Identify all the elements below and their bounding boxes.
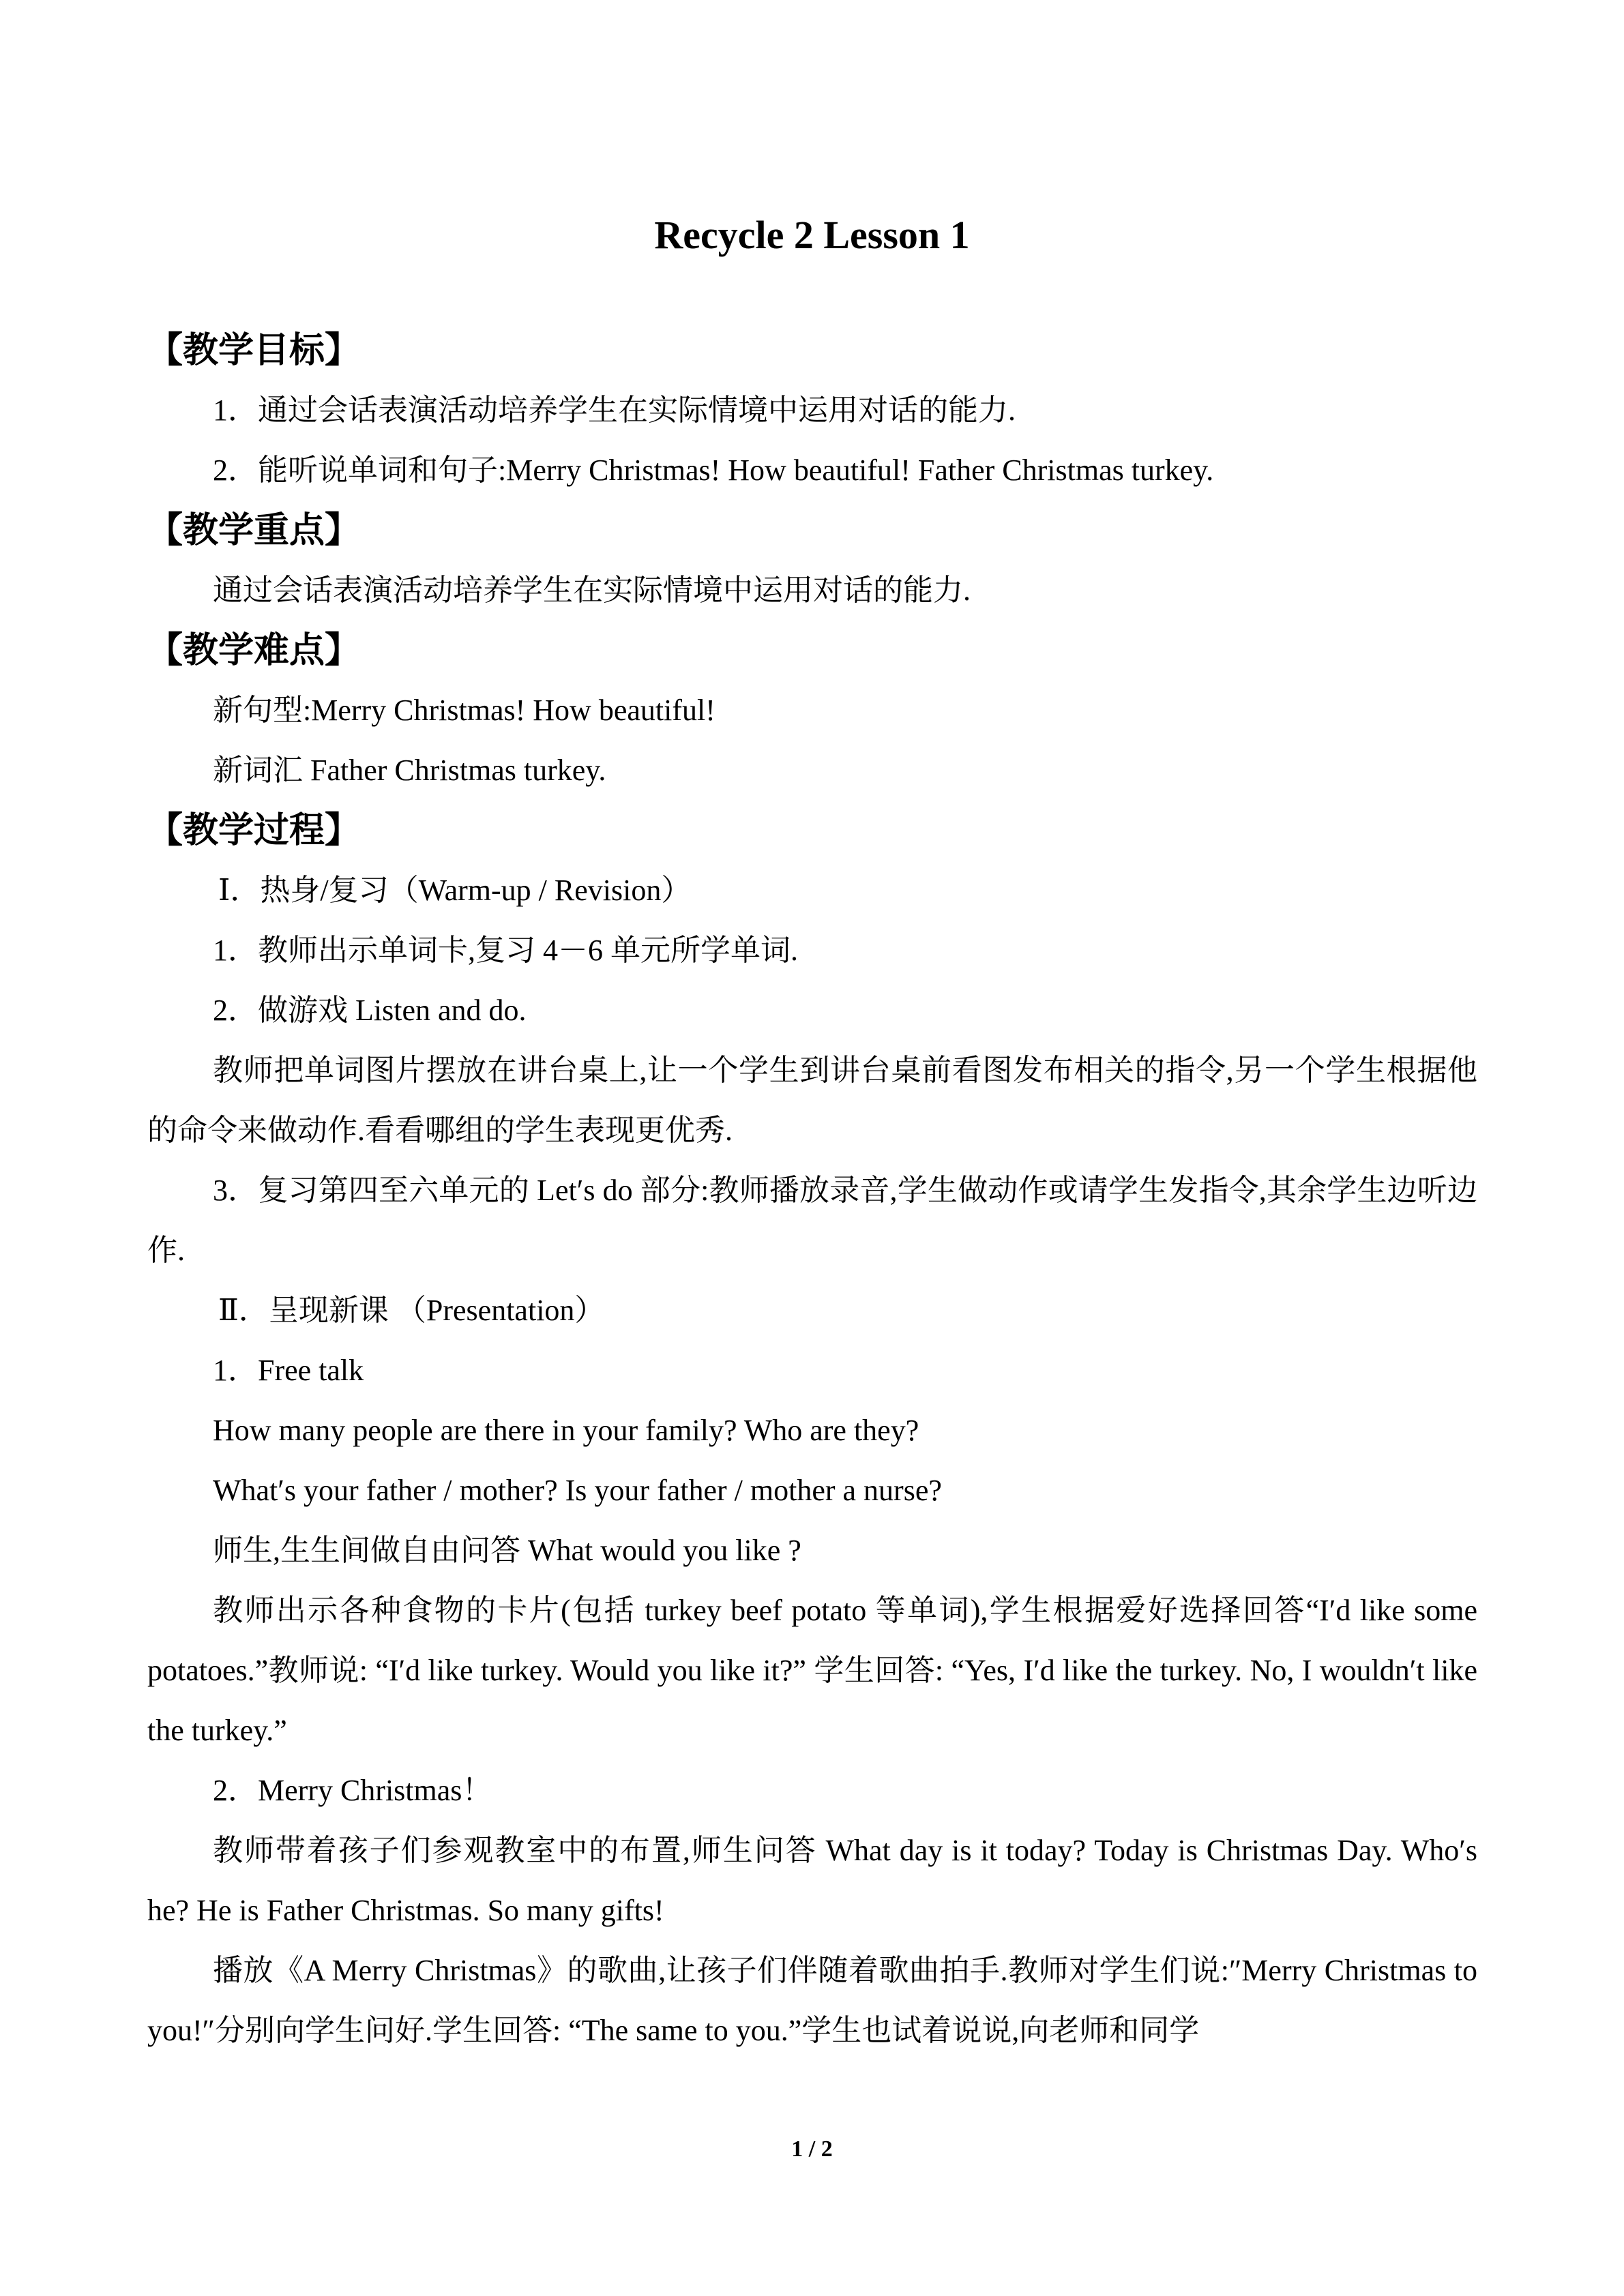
document-body: [147, 320, 1477, 2061]
process-paragraph: 2．Merry Christmas！: [213, 1774, 492, 1807]
section-heading-difficulties: 【教学难点】: [147, 630, 361, 671]
document-title: Recycle 2 Lesson 1: [654, 213, 970, 257]
process-paragraph: 2．做游戏 Listen and do.: [213, 994, 527, 1027]
process-paragraph: 师生,生生间做自由问答 What would you like ?: [213, 1534, 801, 1567]
process-paragraph: 教师把单词图片摆放在讲台桌上,让一个学生到讲台桌前看图发布相关的指令,另一个学生根据他的命令来做动作.看看哪组的学生表现更优秀.: [147, 1054, 1477, 1147]
goal-item: 1．通过会话表演活动培养学生在实际情境中运用对话的能力.: [213, 393, 1016, 427]
section-heading-goals: 【教学目标】: [147, 330, 361, 371]
section-heading-key-points: 【教学重点】: [147, 510, 361, 551]
process-paragraph: 播放《A Merry Christmas》的歌曲,让孩子们伴随着歌曲拍手.教师对学生们说:″Merry Christmas to you!″分别向学生问好.学生回答: “The same to you.”学生也试着说说,向老师和同学: [147, 1954, 1477, 2047]
process-paragraph: How many people are there in your family? Who are they?: [213, 1414, 919, 1447]
process-paragraph: What′s your father / mother? Is your father / mother a nurse?: [213, 1474, 942, 1507]
goal-item: 2．能听说单词和句子:Merry Christmas! How beautiful! Father Christmas turkey.: [213, 453, 1214, 487]
process-paragraph: 教师带着孩子们参观教室中的布置,师生问答 What day is it today? Today is Christmas Day. Who′s he? He is Father Christmas. So many gifts!: [147, 1834, 1477, 1927]
key-point-item: 通过会话表演活动培养学生在实际情境中运用对话的能力.: [213, 573, 971, 607]
process-stage-title: Ⅱ．呈现新课 （Presentation）: [218, 1294, 605, 1327]
section-heading-process: 【教学过程】: [147, 810, 361, 851]
difficulty-item: 新词汇 Father Christmas turkey.: [213, 754, 606, 787]
difficulty-item: 新句型:Merry Christmas! How beautiful!: [213, 694, 715, 727]
process-paragraph: 3．复习第四至六单元的 Let′s do 部分:教师播放录音,学生做动作或请学生发指令,其余学生边听边作.: [147, 1174, 1477, 1267]
process-paragraph: 教师出示各种食物的卡片(包括 turkey beef potato 等单词),学生根据爱好选择回答“I′d like some potatoes.”教师说: “I′d like turkey. Would you like it?” 学生回答: “Yes, I′d like the turkey. No, I wouldn′t like the turkey.”: [147, 1594, 1477, 1747]
process-stage-title: Ⅰ．热身/复习（Warm-up / Revision）: [218, 874, 692, 907]
page-number: 1 / 2: [791, 2136, 833, 2162]
process-paragraph: 1．Free talk: [213, 1354, 364, 1387]
process-paragraph: 1．教师出示单词卡,复习 4－6 单元所学单词.: [213, 934, 798, 967]
